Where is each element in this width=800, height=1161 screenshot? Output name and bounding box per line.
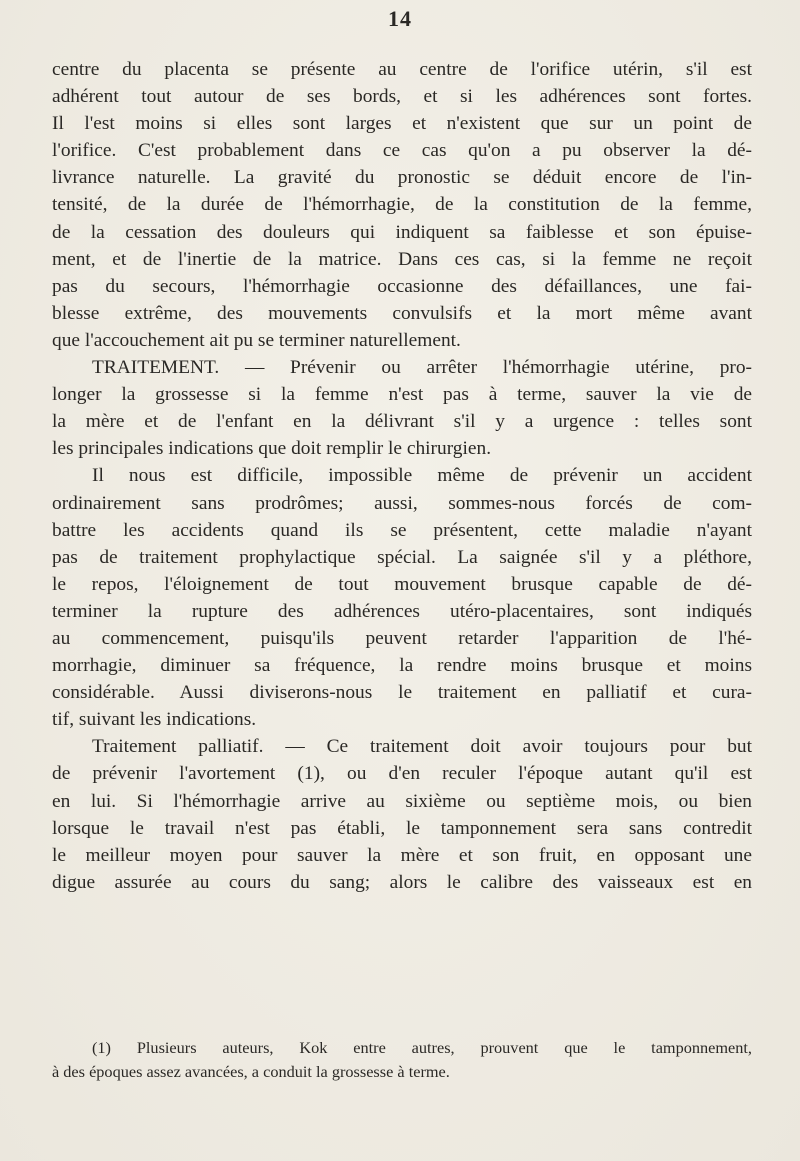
text-line: ordinairement sans prodrômes; aussi, sommes-nous forcés de com- — [52, 492, 752, 514]
text-line: la mère et de l'enfant en la délivrant s'il y a urgence : telles sont — [52, 411, 752, 433]
text-line: Il l'est moins si elles sont larges et n'existent que sur un point de — [52, 113, 752, 135]
text-line: terminer la rupture des adhérences utéro-placentaires, sont indiqués — [52, 600, 752, 622]
text-line: adhérent tout autour de ses bords, et si les adhérences sont fortes. — [52, 86, 752, 108]
body-text — [52, 56, 752, 896]
text-line: blesse extrême, des mouvements convulsifs et la mort même avant — [52, 302, 752, 324]
text-line: le meilleur moyen pour sauver la mère et son fruit, en opposant une — [52, 844, 752, 866]
text-line: en lui. Si l'hémorrhagie arrive au sixième ou septième mois, ou bien — [52, 790, 752, 812]
text-line: tif, suivant les indications. — [52, 709, 257, 731]
page-number: 14 — [388, 6, 412, 31]
text-line: Il nous est difficile, impossible même de prévenir un accident — [92, 465, 752, 487]
text-line: centre du placenta se présente au centre de l'orifice utérin, s'il est — [52, 59, 752, 80]
text-line: livrance naturelle. La gravité du pronostic se déduit encore de l'in- — [52, 167, 752, 189]
text-line: digue assurée au cours du sang; alors le calibre des vaisseaux est en — [52, 871, 752, 893]
footnote-line: (1) Plusieurs auteurs, Kok entre autres, prouvent que le tamponnement, — [92, 1038, 752, 1057]
text-line: pas de traitement prophylactique spécial. La saignée s'il y a pléthore, — [52, 546, 752, 568]
text-line: pas du secours, l'hémorrhagie occasionne des défaillances, une fai- — [52, 275, 752, 297]
text-line: tensité, de la durée de l'hémorrhagie, de la constitution de la femme, — [52, 194, 752, 216]
text-line: que l'accouchement ait pu se terminer naturellement. — [52, 329, 461, 351]
text-line: battre les accidents quand ils se présentent, cette maladie n'ayant — [52, 519, 752, 541]
footnotes — [52, 1036, 752, 1084]
text-line: l'orifice. C'est probablement dans ce cas qu'on a pu observer la dé- — [52, 140, 752, 162]
text-line: de la cessation des douleurs qui indiquent sa faiblesse et son épuise- — [52, 221, 752, 243]
section-heading-traitement: TRAITEMENT. — Prévenir ou arrêter l'hémorrhagie utérine, pro- — [92, 357, 752, 379]
text-line: considérable. Aussi diviserons-nous le traitement en palliatif et cura- — [52, 682, 752, 704]
text-line: les principales indications que doit remplir le chirurgien. — [52, 438, 492, 460]
section-heading-traitement-palliatif: Traitement palliatif. — Ce traitement doit avoir toujours pour but — [92, 736, 752, 758]
text-line: longer la grossesse si la femme n'est pas à terme, sauver la vie de — [52, 384, 752, 406]
text-line: de prévenir l'avortement (1), ou d'en reculer l'époque autant qu'il est — [52, 763, 752, 785]
text-line: morrhagie, diminuer sa fréquence, la rendre moins brusque et moins — [52, 655, 752, 677]
text-line: lorsque le travail n'est pas établi, le tamponnement sera sans contredit — [52, 817, 752, 839]
footnote-line: à des époques assez avancées, a conduit la grossesse à terme. — [52, 1062, 450, 1081]
text-line: au commencement, puisqu'ils peuvent retarder l'apparition de l'hé- — [52, 627, 752, 649]
text-line: le repos, l'éloignement de tout mouvement brusque capable de dé- — [52, 573, 752, 595]
text-line: ment, et de l'inertie de la matrice. Dans ces cas, si la femme ne reçoit — [52, 248, 752, 270]
